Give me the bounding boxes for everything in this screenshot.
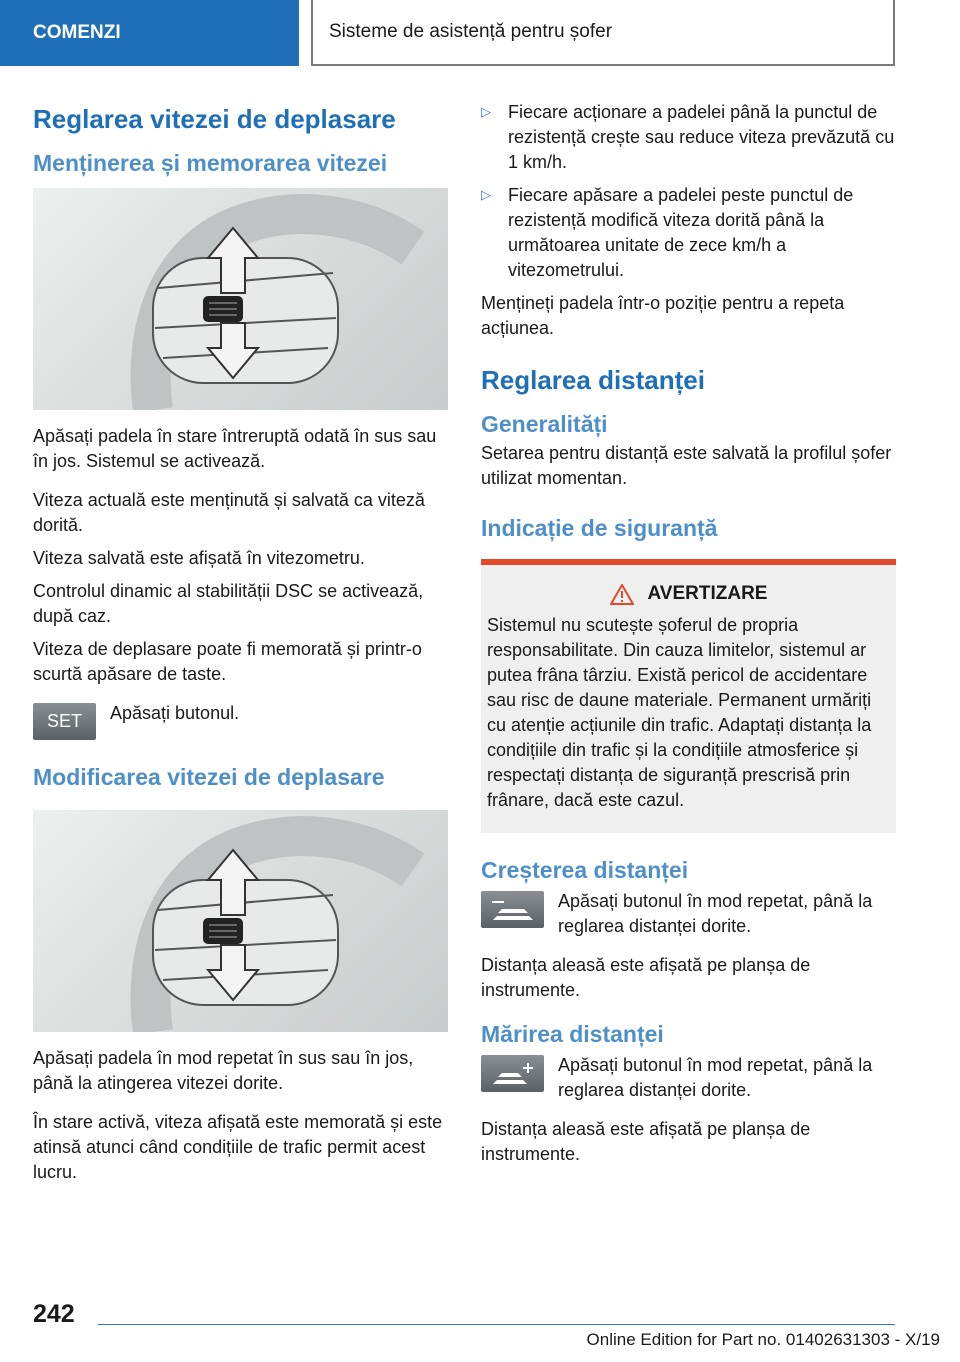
distance-decrease-icon [481,891,544,928]
edition-text: Online Edition for Part no. 01402631303 - X/19 [586,1330,940,1349]
paragraph: Apăsați padela în stare întreruptă odată în sus sau în jos. Sistemul se activează. [33,426,437,471]
list-item: ▷ Fiecare apăsare a padelei peste punctul de rezistență modifică viteza dorită până la următoarea unitate de zece km/h a vitezometrului. [481,183,896,283]
warning-title: AVERTIZARE [647,583,768,604]
steering-wheel-control-image-2 [33,810,448,1032]
triangle-bullet-icon: ▷ [481,187,491,202]
paragraph: Mențineți padela într-o poziție pentru a repeta acțiunea. [481,293,845,338]
page-number: 242 [33,1300,75,1328]
set-button-icon: SET [33,703,96,740]
right-column [481,100,896,1167]
distance-button-row [481,889,896,939]
warning-header [487,583,890,605]
section-tab: COMENZI [0,0,299,66]
subheading-general: Generalități [481,411,608,437]
section-heading-distance: Reglarea distanței [481,365,705,395]
list-item: ▷ Fiecare acționare a padelei până la punctul de rezistență crește sau reduce viteza prevăzută cu 1 km/h. [481,100,896,175]
steering-wheel-control-image [33,188,448,410]
paragraph: Distanța aleasă este afișată pe planșa de instrumente. [481,1119,811,1164]
paragraph: Distanța aleasă este afișată pe planșa de instrumente. [481,955,811,1000]
steering-rocker-illustration [33,810,448,1032]
warning-triangle-icon [610,584,634,605]
warning-text: Sistemul nu scutește șoferul de propria responsabilitate. Din cauza limitelor, sistemul ar putea frâna târziu. Există pericol de accidentare sau risc de daune materiale. Permanent urmăriți cu atenție acțiunile din trafic. Adaptați distanța la condițiile din trafic și la condițiile atmosferice și respectați distanța de siguranță prescrisă prin frânare, dacă este cazul. [487,615,872,810]
subheading-modify-speed: Modificarea vitezei de deplasare [33,764,385,790]
distance-increase-icon [481,1055,544,1092]
paragraph: Viteza de deplasare poate fi memorată și printr-o scurtă apăsare de taste. [33,639,422,684]
paragraph: Apăsați padela în mod repetat în sus sau în jos, până la atingerea vitezei dorite. [33,1048,414,1093]
footer-divider [98,1324,895,1325]
chapter-title: Sisteme de asistență pentru șofer [311,0,895,66]
paragraph: Apăsați butonul în mod repetat, până la reglarea distanței dorite. [558,891,873,936]
section-heading: Reglarea vitezei de deplasare [33,104,396,134]
subheading-safety: Indicație de siguranță [481,515,718,541]
paragraph: Viteza actuală este menținută și salvată ca viteză dorită. [33,490,425,535]
paragraph: În stare activă, viteza afișată este memorată și este atinsă atunci când condițiile de trafic permit acest lucru. [33,1112,443,1182]
left-column [33,100,448,1185]
subheading-hold-speed: Menținerea și memorarea vitezei [33,150,388,176]
paragraph: Setarea pentru distanță este salvată la profilul șofer utilizat momentan. [481,443,892,488]
paragraph: Apăsați butonul. [110,703,240,723]
subheading-increase-distance: Creșterea distanței [481,857,689,883]
steering-rocker-illustration [33,188,448,410]
distance-button-row-2 [481,1053,896,1103]
paragraph: Viteza salvată este afișată în vitezometru. [33,548,365,568]
warning-box [481,559,896,833]
paragraph: Controlul dinamic al stabilității DSC se activează, după caz. [33,581,424,626]
set-button-row [33,701,448,740]
triangle-bullet-icon: ▷ [481,104,491,119]
paragraph: Apăsați butonul în mod repetat, până la reglarea distanței dorite. [558,1055,873,1100]
subheading-enlarge-distance: Mărirea distanței [481,1021,664,1047]
